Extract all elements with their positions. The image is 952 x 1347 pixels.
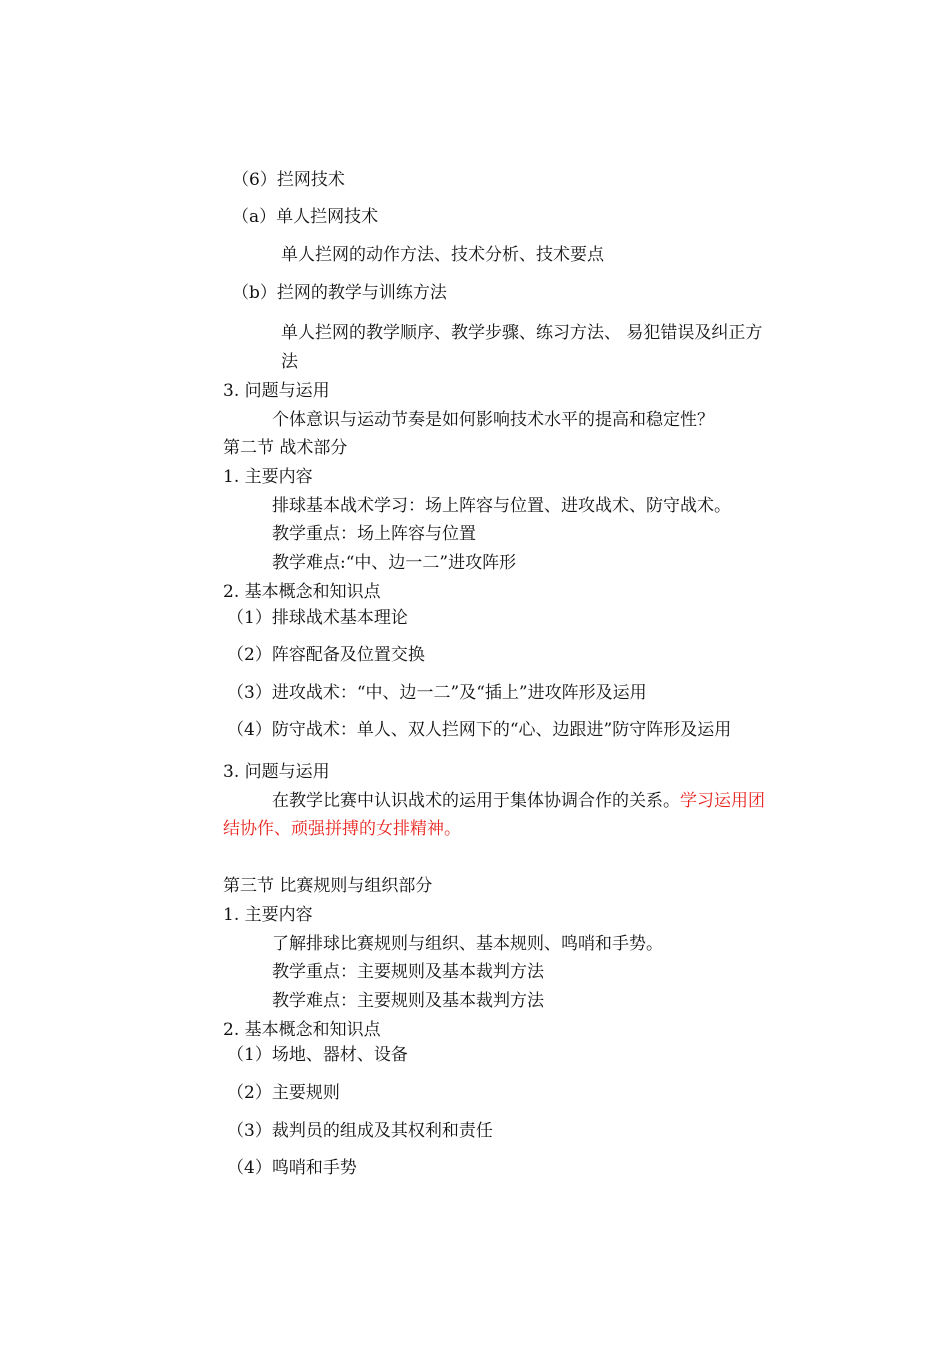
list-item-tactics-2: （2）阵容配备及位置交换 [227,645,425,665]
paragraph-tactics-content: 排球基本战术学习：场上阵容与位置、进攻战术、防守战术。 [272,496,731,516]
heading-blocking-technique: （6）拦网技术 [232,170,345,190]
subheading-block-training: （b）拦网的教学与训练方法 [232,283,447,303]
heading-questions-tactics: 3. 问题与运用 [223,762,330,782]
paragraph-block-training-line1: 单人拦网的教学顺序、教学步骤、练习方法、 易犯错误及纠正方 [281,323,763,343]
heading-main-content: 1. 主要内容 [223,467,313,487]
paragraph-questions-tactics [272,789,765,813]
paragraph-tactics-difficulty: 教学难点:“中、边一二”进攻阵形 [272,553,517,573]
list-item-rules-1: （1）场地、器材、设备 [227,1045,408,1065]
section-title-tactics: 第二节 战术部分 [223,438,348,458]
list-item-rules-2: （2）主要规则 [227,1083,340,1103]
list-item-rules-4: （4）鸣哨和手势 [227,1158,357,1178]
paragraph-tactics-focus: 教学重点：场上阵容与位置 [272,524,476,544]
section-title-rules: 第三节 比赛规则与组织部分 [223,876,433,896]
paragraph-rules-content: 了解排球比赛规则与组织、基本规则、鸣哨和手势。 [272,934,663,954]
paragraph-block-training-line2: 法 [281,352,298,372]
heading-questions: 3. 问题与运用 [223,381,330,401]
list-item-tactics-4: （4）防守战术：单人、双人拦网下的“心、边跟进”防守阵形及运用 [227,720,732,740]
paragraph-single-block: 单人拦网的动作方法、技术分析、技术要点 [281,245,604,265]
list-item-rules-3: （3）裁判员的组成及其权利和责任 [227,1121,493,1141]
paragraph-rules-focus: 教学重点：主要规则及基本裁判方法 [272,962,544,982]
list-item-tactics-1: （1）排球战术基本理论 [227,608,408,628]
subheading-single-block: （a）单人拦网技术 [232,207,379,227]
highlight-text: 学习运用团 [680,791,765,811]
heading-concepts-rules: 2. 基本概念和知识点 [223,1020,381,1040]
paragraph-questions: 个体意识与运动节奏是如何影响技术水平的提高和稳定性？ [272,410,714,430]
paragraph-plain-text: 在教学比赛中认识战术的运用于集体协调合作的关系。 [272,791,680,811]
heading-main-content-rules: 1. 主要内容 [223,905,313,925]
highlight-text-continued: 结协作、顽强拼搏的女排精神。 [223,819,461,839]
list-item-tactics-3: （3）进攻战术：“中、边一二”及“插上”进攻阵形及运用 [227,683,647,703]
heading-concepts: 2. 基本概念和知识点 [223,582,381,602]
paragraph-rules-difficulty: 教学难点：主要规则及基本裁判方法 [272,991,544,1011]
